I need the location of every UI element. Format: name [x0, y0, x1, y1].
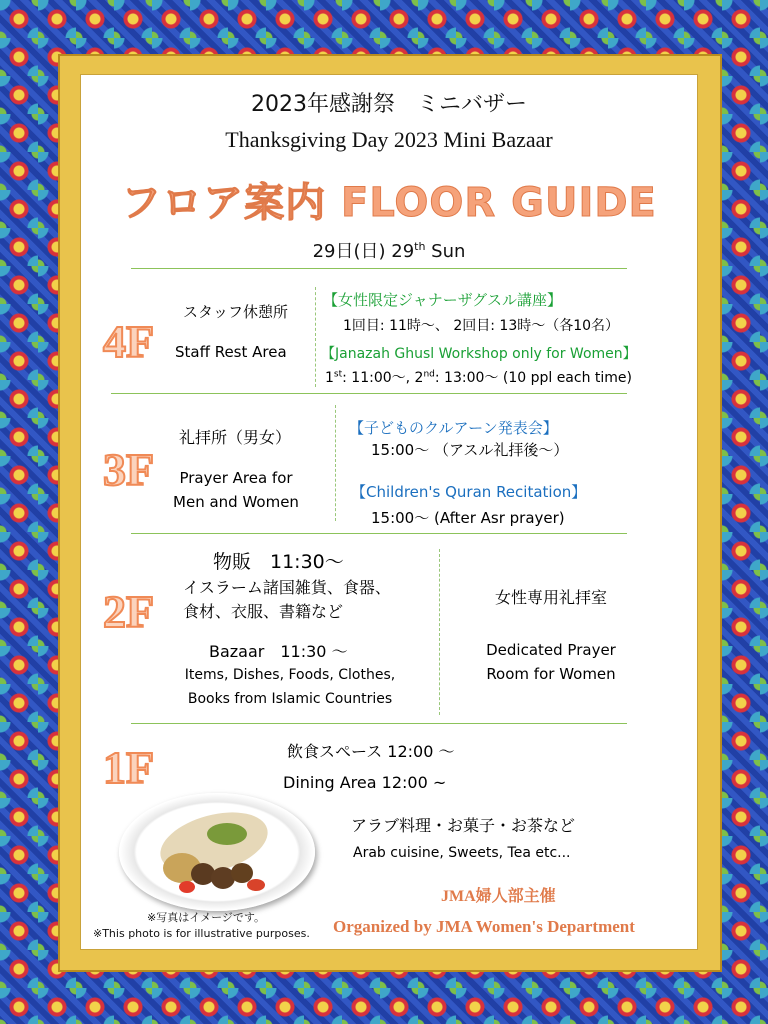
staff-rest-ja: スタッフ休憩所: [183, 303, 289, 321]
bazaar-items-ja-2: 食材、衣服、書籍など: [183, 602, 344, 621]
organizer-ja: JMA婦人部主催: [441, 888, 556, 905]
tomato: [179, 881, 195, 893]
bazaar-items-en-2: Books from Islamic Countries: [187, 691, 393, 707]
menu-ja: アラブ料理・お菓子・お茶など: [351, 816, 576, 835]
quran-title-en: 【Children's Quran Recitation】: [351, 483, 587, 501]
divider-3f-vertical: [335, 405, 336, 521]
title-english: Thanksgiving Day 2023 Mini Bazaar: [225, 127, 553, 152]
women-prayer-en-2: Room for Women: [486, 665, 616, 683]
photo-note-ja: ※写真はイメージです。: [147, 911, 266, 924]
dining-title-ja: 飲食スペース 12:00 ～: [287, 742, 455, 761]
divider-2f-vertical: [439, 549, 440, 715]
workshop-time-ja: 1回目: 11時～、 2回目: 13時～（各10名）: [343, 318, 620, 334]
bazaar-items-ja-1: イスラーム諸国雑貨、食器、: [183, 578, 391, 597]
pepper: [247, 879, 265, 891]
staff-rest-en: Staff Rest Area: [175, 343, 287, 361]
workshop-sup-1: st: [333, 369, 343, 380]
date-sup: th: [414, 240, 426, 253]
bazaar-title-ja: 物販 11:30～: [213, 551, 344, 573]
bazaar-items-en-1: Items, Dishes, Foods, Clothes,: [184, 667, 396, 683]
dining-title-en: Dining Area 12:00 ~: [283, 773, 447, 792]
organizer-en: Organized by JMA Women's Department: [333, 917, 635, 936]
menu-en: Arab cuisine, Sweets, Tea etc...: [353, 845, 571, 861]
floor-label-3f: 3F: [103, 444, 155, 495]
workshop-sup-2: nd: [423, 369, 435, 380]
divider-2f-top: [131, 533, 627, 534]
divider-4f-vertical: [315, 287, 316, 387]
floor-guide-heading: フロア案内 FLOOR GUIDE: [121, 180, 657, 226]
food-photo: [119, 793, 315, 911]
date-suffix: Sun: [425, 241, 466, 262]
quran-time-ja: 15:00～ （アスル礼拝後～）: [371, 441, 569, 459]
floor-label-1f: 1F: [103, 742, 155, 793]
prayer-area-en-2: Men and Women: [173, 493, 299, 511]
workshop-title-en: 【Janazah Ghusl Workshop only for Women】: [321, 346, 637, 362]
workshop-time-en-3: : 13:00～ (10 ppl each time): [434, 370, 632, 386]
floor-label-2f: 2F: [103, 586, 155, 637]
divider-4f-top: [131, 268, 627, 269]
workshop-title-ja: 【女性限定ジャナーザグスル講座】: [323, 291, 562, 309]
women-prayer-en-1: Dedicated Prayer: [486, 641, 616, 659]
title-japanese: 2023年感謝祭 ミニバザー: [251, 92, 527, 117]
prayer-area-ja: 礼拝所（男女）: [179, 428, 292, 447]
date-prefix: 29日(日) 29: [312, 241, 415, 262]
photo-note-en: ※This photo is for illustrative purposes.: [93, 927, 310, 940]
herb-filling: [207, 823, 247, 845]
women-prayer-ja: 女性専用礼拝室: [494, 588, 607, 607]
workshop-time-en-2: : 11:00～, 2: [342, 370, 424, 386]
poster-panel: [80, 74, 698, 950]
divider-1f-top: [131, 723, 627, 724]
prayer-area-en-1: Prayer Area for: [179, 469, 293, 487]
event-date: [81, 237, 697, 263]
workshop-time-en: [325, 367, 632, 387]
floor-label-4f: 4F: [103, 316, 155, 367]
divider-3f-top: [111, 393, 627, 394]
bazaar-title-en: Bazaar 11:30 ～: [209, 642, 348, 661]
workshop-time-en-1: 1: [325, 370, 334, 386]
quran-time-en: 15:00～ (After Asr prayer): [371, 509, 565, 527]
quran-title-ja: 【子どものクルアーン発表会】: [349, 419, 558, 437]
